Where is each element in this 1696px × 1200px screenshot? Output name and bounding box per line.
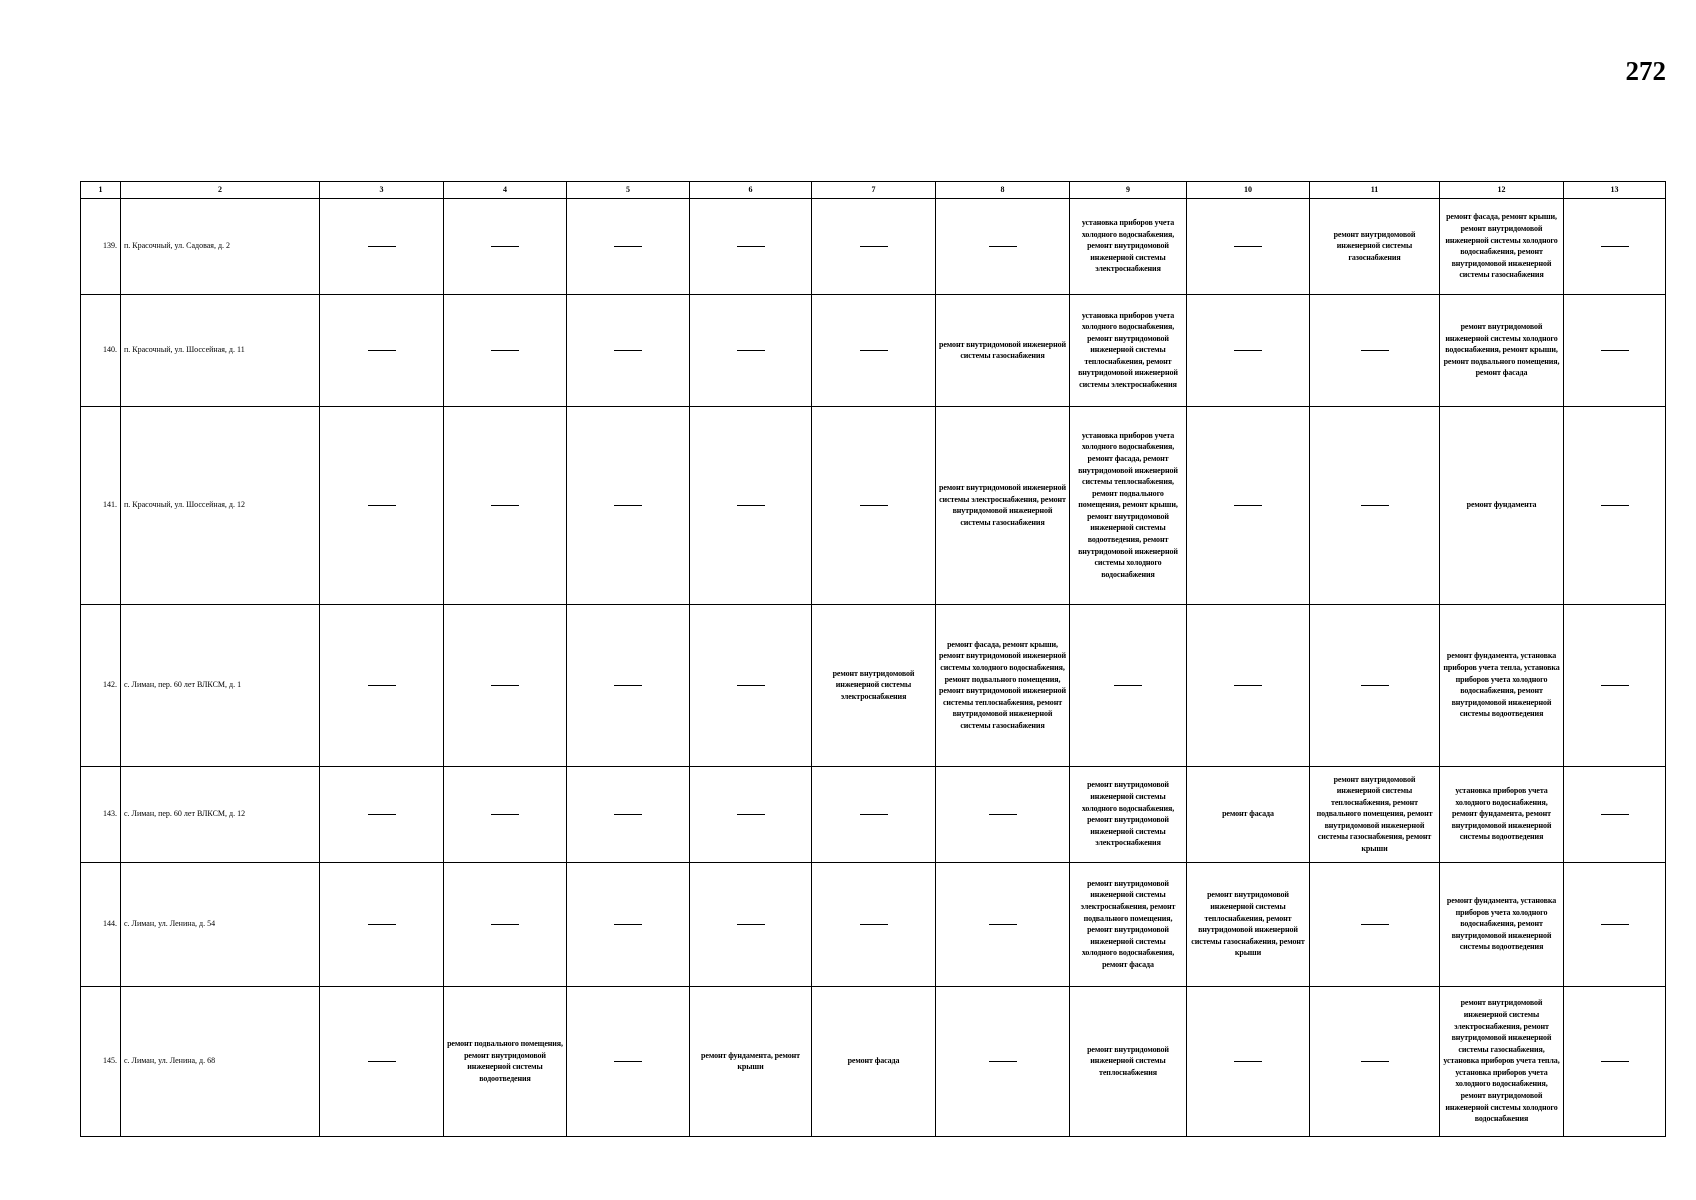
empty-dash-cell [320,406,444,604]
work-description-cell: ремонт фасада [1187,766,1310,862]
row-number-cell: 141. [81,406,121,604]
dash-line [491,814,519,815]
address-cell: с. Лиман, ул. Ленина, д. 68 [121,986,320,1136]
empty-dash-cell [690,294,812,406]
dash-line [491,505,519,506]
dash-line [1601,1061,1629,1062]
dash-line [491,685,519,686]
work-description-cell: ремонт фундамента, установка приборов учета холодного водоснабжения, ремонт внутридомовой инженерной системы водоотведения [1440,862,1564,986]
dash-line [1234,1061,1262,1062]
dash-line [491,924,519,925]
dash-line [614,685,642,686]
column-number-header: 10 [1187,182,1310,199]
repair-schedule-table [80,181,1666,1137]
work-description-cell: ремонт фундамента [1440,406,1564,604]
dash-line [989,1061,1017,1062]
dash-line [491,246,519,247]
empty-dash-cell [444,604,567,766]
work-description-cell: установка приборов учета холодного водоснабжения, ремонт фасада, ремонт внутридомовой инженерной системы теплоснабжения, ремонт подвального помещения, ремонт крыши, ремонт внутридомовой инженерной системы водоотведения, ремонт внутридомовой инженерной системы холодного водоснабжения [1070,406,1187,604]
work-description-cell: ремонт внутридомовой инженерной системы электроснабжения, ремонт внутридомовой инженерной системы газоснабжения [936,406,1070,604]
dash-line [614,246,642,247]
work-description-cell: ремонт внутридомовой инженерной системы электроснабжения, ремонт подвального помещения, ремонт внутридомовой инженерной системы холодного водоснабжения, ремонт фасада [1070,862,1187,986]
dash-line [860,246,888,247]
column-number-header: 8 [936,182,1070,199]
dash-line [1234,350,1262,351]
column-number-row [81,182,1666,199]
table-row [81,862,1666,986]
empty-dash-cell [567,604,690,766]
work-description-cell: ремонт фасада, ремонт крыши, ремонт внутридомовой инженерной системы холодного водоснабжения, ремонт внутридомовой инженерной системы газоснабжения [1440,198,1564,294]
work-description-cell: ремонт фундамента, установка приборов учета тепла, установка приборов учета холодного водоснабжения, ремонт внутридомовой инженерной системы водоотведения [1440,604,1564,766]
dash-line [989,246,1017,247]
empty-dash-cell [320,294,444,406]
dash-line [1601,924,1629,925]
work-description-cell: ремонт фасада [812,986,936,1136]
dash-line [737,246,765,247]
dash-line [368,1061,396,1062]
empty-dash-cell [1310,604,1440,766]
empty-dash-cell [444,198,567,294]
row-number-cell: 143. [81,766,121,862]
row-number-cell: 144. [81,862,121,986]
empty-dash-cell [567,198,690,294]
dash-line [860,814,888,815]
dash-line [860,350,888,351]
empty-dash-cell [567,766,690,862]
column-number-header: 11 [1310,182,1440,199]
column-number-header: 13 [1564,182,1666,199]
dash-line [1361,924,1389,925]
dash-line [368,246,396,247]
address-cell: с. Лиман, пер. 60 лет ВЛКСМ, д. 1 [121,604,320,766]
column-number-header: 1 [81,182,121,199]
dash-line [614,1061,642,1062]
empty-dash-cell [812,862,936,986]
empty-dash-cell [690,198,812,294]
empty-dash-cell [690,862,812,986]
empty-dash-cell [444,862,567,986]
work-description-cell: ремонт внутридомовой инженерной системы теплоснабжения, ремонт внутридомовой инженерной системы газоснабжения, ремонт крыши [1187,862,1310,986]
dash-line [368,505,396,506]
dash-line [368,924,396,925]
empty-dash-cell [936,986,1070,1136]
table-row [81,986,1666,1136]
dash-line [1601,685,1629,686]
dash-line [1361,350,1389,351]
empty-dash-cell [1310,406,1440,604]
table-row [81,604,1666,766]
work-description-cell: ремонт внутридомовой инженерной системы холодного водоснабжения, ремонт крыши, ремонт подвального помещения, ремонт фасада [1440,294,1564,406]
dash-line [737,924,765,925]
work-description-cell: ремонт внутридомовой инженерной системы холодного водоснабжения, ремонт внутридомовой инженерной системы электроснабжения [1070,766,1187,862]
table-row [81,766,1666,862]
dash-line [737,505,765,506]
column-number-header: 12 [1440,182,1564,199]
empty-dash-cell [1187,986,1310,1136]
empty-dash-cell [1070,604,1187,766]
dash-line [1601,350,1629,351]
empty-dash-cell [936,766,1070,862]
work-description-cell: ремонт внутридомовой инженерной системы теплоснабжения, ремонт подвального помещения, ремонт внутридомовой инженерной системы газоснабжения, ремонт крыши [1310,766,1440,862]
empty-dash-cell [812,198,936,294]
table-row [81,198,1666,294]
dash-line [1601,814,1629,815]
empty-dash-cell [690,766,812,862]
empty-dash-cell [320,604,444,766]
work-description-cell: ремонт внутридомовой инженерной системы теплоснабжения [1070,986,1187,1136]
empty-dash-cell [1310,862,1440,986]
dash-line [614,924,642,925]
empty-dash-cell [1187,406,1310,604]
address-cell: с. Лиман, пер. 60 лет ВЛКСМ, д. 12 [121,766,320,862]
empty-dash-cell [320,766,444,862]
empty-dash-cell [1564,294,1666,406]
dash-line [1114,685,1142,686]
empty-dash-cell [1564,766,1666,862]
empty-dash-cell [444,766,567,862]
table-row [81,406,1666,604]
empty-dash-cell [812,766,936,862]
empty-dash-cell [1564,198,1666,294]
work-description-cell: установка приборов учета холодного водоснабжения, ремонт внутридомовой инженерной системы теплоснабжения, ремонт внутридомовой инженерной системы электроснабжения [1070,294,1187,406]
work-description-cell: установка приборов учета холодного водоснабжения, ремонт внутридомовой инженерной системы электроснабжения [1070,198,1187,294]
dash-line [737,814,765,815]
work-description-cell: ремонт внутридомовой инженерной системы газоснабжения [936,294,1070,406]
dash-line [737,350,765,351]
dash-line [614,814,642,815]
empty-dash-cell [567,294,690,406]
row-number-cell: 145. [81,986,121,1136]
address-cell: п. Красочный, ул. Шоссейная, д. 12 [121,406,320,604]
empty-dash-cell [1310,294,1440,406]
address-cell: с. Лиман, ул. Ленина, д. 54 [121,862,320,986]
empty-dash-cell [320,986,444,1136]
dash-line [368,350,396,351]
empty-dash-cell [936,862,1070,986]
empty-dash-cell [812,294,936,406]
empty-dash-cell [1187,294,1310,406]
page-number: 272 [1625,56,1666,86]
table-row [81,294,1666,406]
dash-line [1361,505,1389,506]
empty-dash-cell [444,294,567,406]
dash-line [368,814,396,815]
empty-dash-cell [1564,406,1666,604]
dash-line [1234,246,1262,247]
empty-dash-cell [1564,862,1666,986]
dash-line [1601,246,1629,247]
work-description-cell: ремонт внутридомовой инженерной системы газоснабжения [1310,198,1440,294]
column-number-header: 6 [690,182,812,199]
empty-dash-cell [567,862,690,986]
column-number-header: 5 [567,182,690,199]
empty-dash-cell [567,406,690,604]
empty-dash-cell [690,604,812,766]
dash-line [368,685,396,686]
work-description-cell: ремонт внутридомовой инженерной системы электроснабжения [812,604,936,766]
dash-line [1234,505,1262,506]
dash-line [1601,505,1629,506]
empty-dash-cell [444,406,567,604]
dash-line [1361,685,1389,686]
empty-dash-cell [1564,986,1666,1136]
dash-line [1361,1061,1389,1062]
dash-line [860,924,888,925]
row-number-cell: 140. [81,294,121,406]
dash-line [491,350,519,351]
empty-dash-cell [690,406,812,604]
empty-dash-cell [936,198,1070,294]
dash-line [737,685,765,686]
empty-dash-cell [1310,986,1440,1136]
column-number-header: 2 [121,182,320,199]
column-number-header: 4 [444,182,567,199]
empty-dash-cell [567,986,690,1136]
dash-line [989,814,1017,815]
work-description-cell: ремонт подвального помещения, ремонт внутридомовой инженерной системы водоотведения [444,986,567,1136]
dash-line [614,505,642,506]
work-description-cell: ремонт внутридомовой инженерной системы электроснабжения, ремонт внутридомовой инженерной системы газоснабжения, установка приборов учета тепла, установка приборов учета холодного водоснабжения, ремонт внутридомовой инженерной системы холодного водоснабжения [1440,986,1564,1136]
empty-dash-cell [320,862,444,986]
dash-line [989,924,1017,925]
dash-line [860,505,888,506]
empty-dash-cell [1564,604,1666,766]
work-description-cell: установка приборов учета холодного водоснабжения, ремонт фундамента, ремонт внутридомовой инженерной системы водоотведения [1440,766,1564,862]
dash-line [614,350,642,351]
address-cell: п. Красочный, ул. Шоссейная, д. 11 [121,294,320,406]
dash-line [1234,685,1262,686]
empty-dash-cell [1187,604,1310,766]
row-number-cell: 142. [81,604,121,766]
column-number-header: 7 [812,182,936,199]
row-number-cell: 139. [81,198,121,294]
column-number-header: 9 [1070,182,1187,199]
empty-dash-cell [1187,198,1310,294]
column-number-header: 3 [320,182,444,199]
empty-dash-cell [320,198,444,294]
address-cell: п. Красочный, ул. Садовая, д. 2 [121,198,320,294]
work-description-cell: ремонт фундамента, ремонт крыши [690,986,812,1136]
empty-dash-cell [812,406,936,604]
work-description-cell: ремонт фасада, ремонт крыши, ремонт внутридомовой инженерной системы холодного водоснабжения, ремонт подвального помещения, ремонт внутридомовой инженерной системы теплоснабжения, ремонт внутридомовой инженерной системы газоснабжения [936,604,1070,766]
